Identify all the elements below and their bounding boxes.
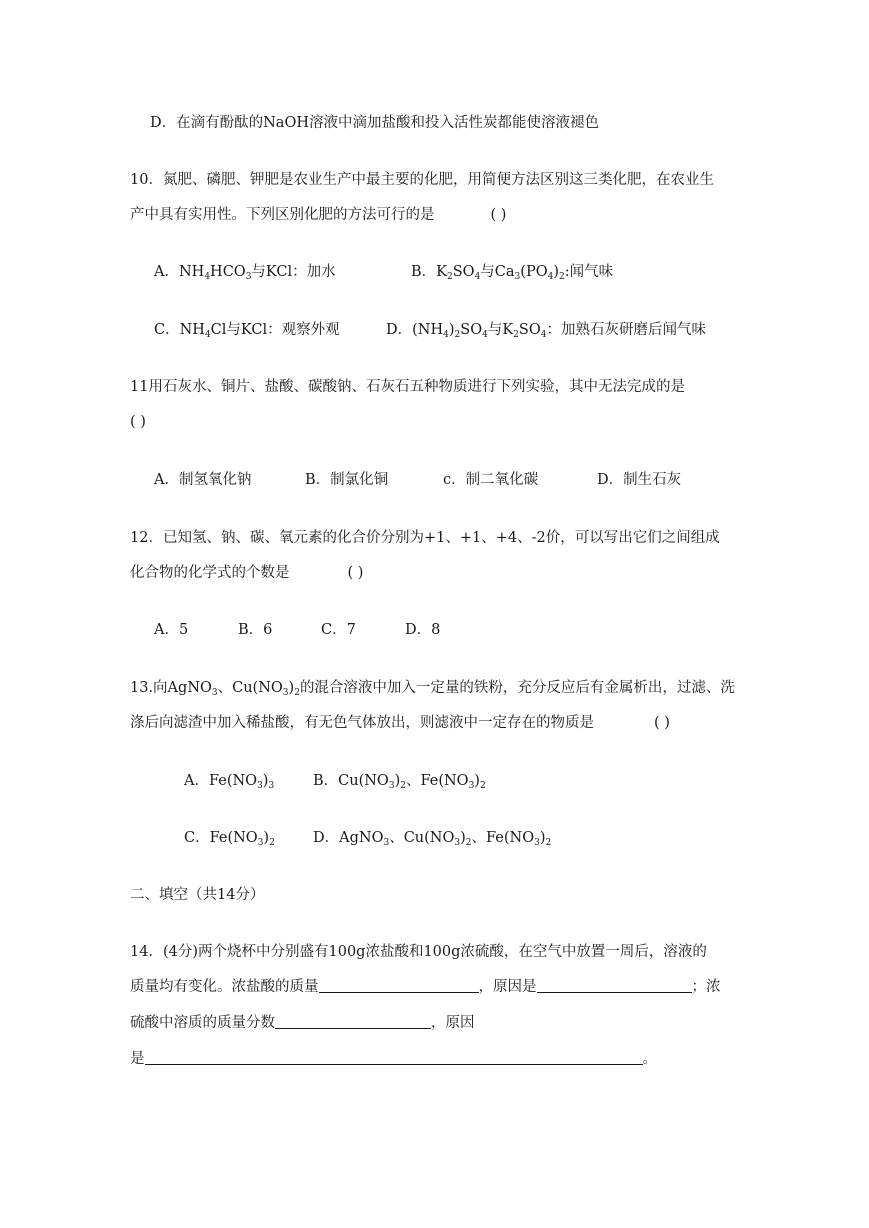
- q12-option-a[interactable]: A．5: [154, 622, 189, 638]
- q14-line3-text-b: ，原因: [431, 1015, 475, 1031]
- q10-stem-text: 产中具有实用性。下列区别化肥的方法可行的是: [130, 207, 435, 223]
- q10-option-d[interactable]: D．$(NH_4)_2SO_4$与$K_2SO_4$：加熟石灰研磨后闻气味: [386, 322, 706, 340]
- q13-stem-line1: 13.向AgNO$_3$、$Cu(NO_3)_2$的混合溶液中加入一定量的铁粉，充分反应后有金属析出，过滤、洗: [130, 680, 735, 698]
- q9-option-d: D．在滴有酚酞的NaOH溶液中滴加盐酸和投入活性炭都能使溶液褪色: [150, 115, 599, 131]
- q13-option-d[interactable]: D．AgNO$_3$、$Cu(NO_3)_2$、$Fe(NO_3)_2$: [313, 830, 552, 848]
- q14-line4-text-b: 。: [642, 1051, 657, 1067]
- q14-line3: [130, 1013, 475, 1033]
- q13-option-c[interactable]: C．$Fe(NO_3)_2$: [184, 830, 275, 848]
- q14-line3-text-a: 硫酸中溶质的质量分数: [130, 1015, 275, 1031]
- q14-line2-text-c: ；浓: [691, 979, 721, 995]
- q12-option-d[interactable]: D．8: [405, 622, 441, 638]
- q11-stem: 11用石灰水、铜片、盐酸、碳酸钠、石灰石五种物质进行下列实验，其中无法完成的是: [130, 379, 685, 395]
- q10-stem-line2: [130, 205, 506, 225]
- q13-stem-line2: [130, 713, 670, 733]
- q10-stem-line1: 10．氮肥、磷肥、钾肥是农业生产中最主要的化肥，用简便方法区别这三类化肥，在农业生: [130, 172, 714, 188]
- q12-option-c[interactable]: C．7: [321, 622, 356, 638]
- q14-blank-h2so4-reason[interactable]: [145, 1049, 643, 1065]
- q12-stem-line2: [130, 563, 363, 583]
- q14-line2-text-a: 质量均有变化。浓盐酸的质量: [130, 979, 319, 995]
- q12-stem-text: 化合物的化学式的个数是: [130, 565, 290, 581]
- q14-line4-text-a: 是: [130, 1051, 145, 1067]
- q11-option-b[interactable]: B．制氯化铜: [305, 472, 389, 488]
- q12-option-b[interactable]: B．6: [238, 622, 273, 638]
- q10-answer-paren: ( ): [490, 207, 507, 223]
- q14-line2-text-b: ，原因是: [478, 979, 537, 995]
- q10-option-a[interactable]: A．$NH_4HCO_3$与KCl：加水: [154, 264, 336, 282]
- q10-option-c[interactable]: C．$NH_4Cl$与KCl：观察外观: [154, 322, 340, 340]
- q13-option-b[interactable]: B．$Cu(NO_3)_2$、$Fe(NO_3)_2$: [313, 773, 486, 791]
- q11-answer-paren: ( ): [130, 414, 146, 430]
- q11-option-c[interactable]: c．制二氧化碳: [443, 472, 539, 488]
- q12-answer-paren: ( ): [347, 565, 364, 581]
- q13-answer-paren: ( ): [654, 715, 670, 731]
- q14-blank-hcl-mass[interactable]: [319, 977, 479, 993]
- q10-option-b[interactable]: B．$K_2SO_4$与$Ca_3(PO_4)_2$:闻气味: [411, 264, 614, 282]
- q14-line1: 14．(4分)两个烧杯中分别盛有100g浓盐酸和100g浓硫酸，在空气中放置一周后，溶液的: [130, 944, 707, 960]
- q14-line4: [130, 1049, 657, 1069]
- q12-stem-line1: 12．已知氢、钠、碳、氧元素的化合价分别为+1、+1、+4、-2价，可以写出它们之间组成: [130, 530, 720, 546]
- section-heading: 二、填空（共14分）: [130, 887, 265, 903]
- q11-option-d[interactable]: D．制生石灰: [597, 472, 682, 488]
- q11-option-a[interactable]: A．制氢氧化钠: [154, 472, 252, 488]
- q14-blank-hcl-reason[interactable]: [537, 977, 692, 993]
- q13-option-a[interactable]: A．$Fe(NO_3)_3$: [184, 773, 275, 791]
- q14-line2: [130, 977, 721, 997]
- q13-stem-text: 涤后向滤渣中加入稀盐酸，有无色气体放出，则滤液中一定存在的物质是: [130, 715, 594, 731]
- q14-blank-h2so4-fraction[interactable]: [275, 1013, 431, 1029]
